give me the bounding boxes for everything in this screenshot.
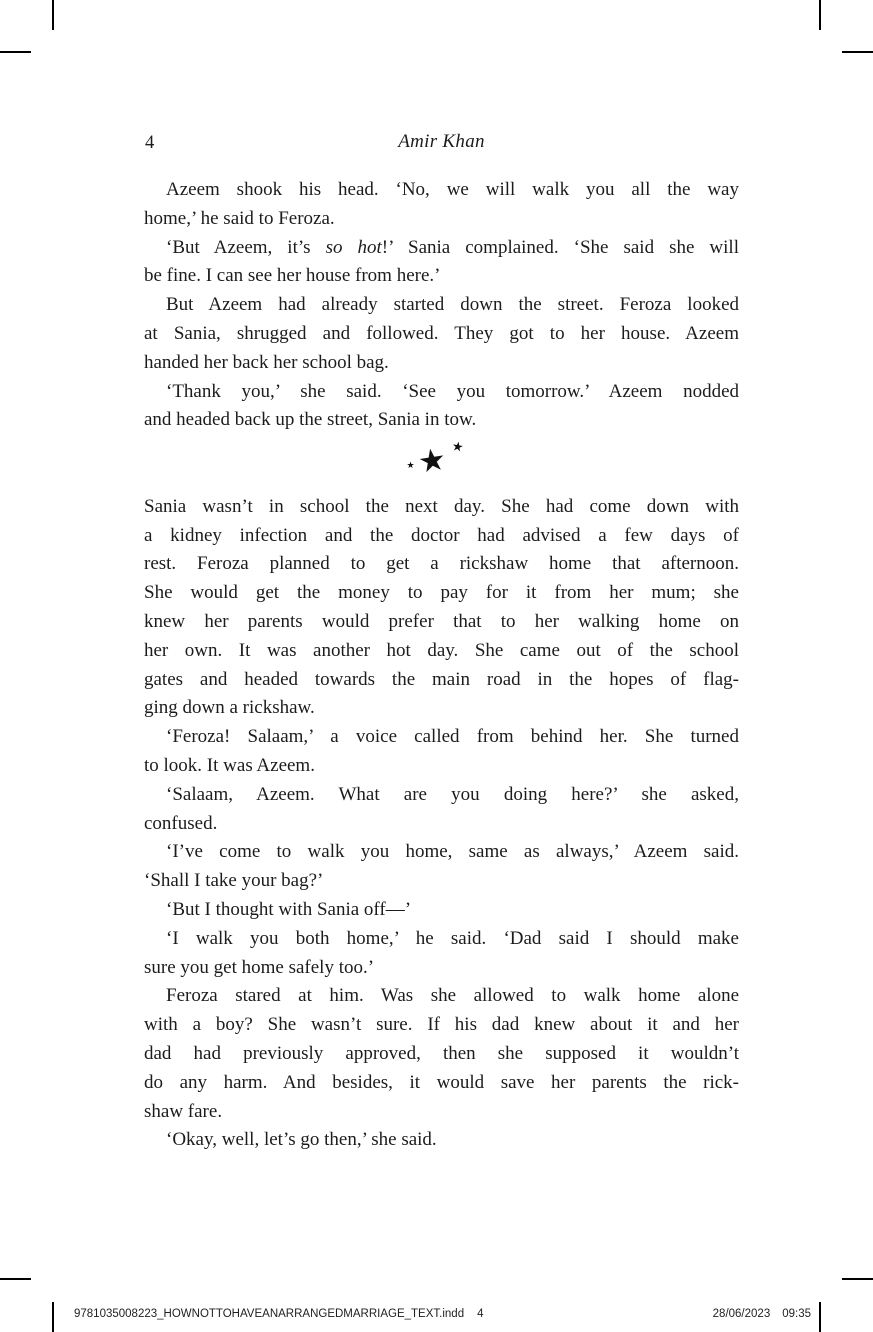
text-run: to look. It was Azeem. [144, 754, 315, 776]
text-line [144, 406, 739, 435]
text-run: with a boy? She wasn’t sure. If his dad knew about it and her [144, 1014, 739, 1036]
italic-text-run: so hot [325, 236, 382, 258]
text-line [144, 378, 739, 407]
text-run: her own. It was another hot day. She came out of the school [144, 639, 739, 661]
text-line [144, 896, 739, 925]
text-line [144, 608, 739, 637]
text-run: be fine. I can see her house from here.’ [144, 265, 441, 287]
star-cluster [405, 435, 467, 493]
crop-mark-top-left-horizontal [0, 51, 31, 53]
text-run: ging down a rickshaw. [144, 697, 315, 719]
text-run: shaw fare. [144, 1100, 223, 1122]
text-run: Sania wasn’t in school the next day. She had come down with [144, 495, 739, 517]
text-run: ‘I walk you both home,’ he said. ‘Dad said I should make [166, 927, 739, 949]
text-line [144, 291, 739, 320]
text-run: Azeem shook his head. ‘No, we will walk you all the way [166, 179, 739, 200]
star-icon: ★ [450, 438, 465, 456]
text-line [144, 320, 739, 349]
slug-date: 28/06/2023 [712, 1308, 771, 1320]
footer-slug [74, 1303, 811, 1325]
text-line [144, 1011, 739, 1040]
text-run: handed her back her school bag. [144, 351, 389, 373]
text-run: Feroza stared at him. Was she allowed to walk home alone [166, 985, 739, 1007]
text-run: She would get the money to pay for it from her mum; she [144, 582, 739, 604]
text-run: ‘Thank you,’ she said. ‘See you tomorrow.’ Azeem nodded [166, 380, 739, 402]
text-run: gates and headed towards the main road in the hopes of flag- [144, 668, 739, 690]
text-run: at Sania, shrugged and followed. They got to her house. Azeem [144, 322, 739, 344]
text-run: confused. [144, 812, 218, 834]
text-run: ‘I’ve come to walk you home, same as always,’ Azeem said. [166, 841, 739, 863]
slug-filename: 9781035008223_HOWNOTTOHAVEANARRANGEDMARRIAGE_TEXT.indd [74, 1308, 465, 1320]
text-line [144, 550, 739, 579]
body-text-block [144, 176, 739, 1155]
text-line [144, 1126, 739, 1155]
text-line [144, 234, 739, 263]
text-line [144, 1069, 739, 1098]
crop-mark-top-right-horizontal [842, 51, 873, 53]
slug-left [74, 1308, 484, 1320]
text-line [144, 954, 739, 983]
text-run: ‘Feroza! Salaam,’ a voice called from behind her. She turned [166, 726, 739, 748]
text-run: and headed back up the street, Sania in tow. [144, 409, 477, 431]
text-run: !’ Sania complained. ‘She said she will [381, 236, 739, 258]
crop-mark-bottom-left-vertical [52, 1302, 54, 1332]
text-line [144, 982, 739, 1011]
text-line [144, 1040, 739, 1069]
slug-time: 09:35 [782, 1308, 811, 1320]
text-line [144, 262, 739, 291]
text-run: ‘Okay, well, let’s go then,’ she said. [166, 1129, 437, 1151]
text-line [144, 925, 739, 954]
text-line [144, 205, 739, 234]
scene-break-ornament [144, 435, 739, 493]
running-head [144, 130, 739, 156]
text-line [144, 810, 739, 839]
text-run: dad had previously approved, then she supposed it wouldn’t [144, 1042, 739, 1064]
text-line [144, 579, 739, 608]
text-run: ‘Salaam, Azeem. What are you doing here?’ she asked, [166, 783, 739, 805]
text-run: knew her parents would prefer that to her walking home on [144, 610, 739, 632]
star-icon: ★ [414, 441, 448, 481]
text-line [144, 637, 739, 666]
crop-mark-bottom-left-horizontal [0, 1278, 31, 1280]
text-line [144, 349, 739, 378]
text-line [144, 1098, 739, 1127]
text-line [144, 694, 739, 723]
slug-right [713, 1308, 811, 1320]
text-run: ‘But I thought with Sania off—’ [166, 898, 412, 920]
text-line [144, 752, 739, 781]
text-run: ‘Shall I take your bag?’ [144, 870, 324, 892]
text-line [144, 867, 739, 896]
running-head-title: Amir Khan [398, 131, 485, 152]
text-run: rest. Feroza planned to get a rickshaw home that afternoon. [144, 553, 739, 575]
text-run: ‘But Azeem, it’s [166, 236, 326, 258]
crop-mark-top-left-vertical [52, 0, 54, 30]
text-run: But Azeem had already started down the street. Feroza looked [166, 294, 739, 316]
text-run: home,’ he said to Feroza. [144, 207, 335, 229]
star-icon: ★ [406, 460, 415, 471]
text-line [144, 176, 739, 205]
text-line [144, 493, 739, 522]
text-line [144, 781, 739, 810]
slug-page-number: 4 [477, 1308, 484, 1320]
text-line [144, 838, 739, 867]
text-line [144, 666, 739, 695]
crop-mark-bottom-right-vertical [819, 1302, 821, 1332]
text-run: sure you get home safely too.’ [144, 956, 375, 978]
text-line [144, 522, 739, 551]
text-run: do any harm. And besides, it would save her parents the rick- [144, 1071, 739, 1093]
text-line [144, 723, 739, 752]
crop-mark-top-right-vertical [819, 0, 821, 30]
text-run: a kidney infection and the doctor had advised a few days of [144, 524, 739, 546]
crop-mark-bottom-right-horizontal [842, 1278, 873, 1280]
page-number: 4 [145, 133, 155, 153]
